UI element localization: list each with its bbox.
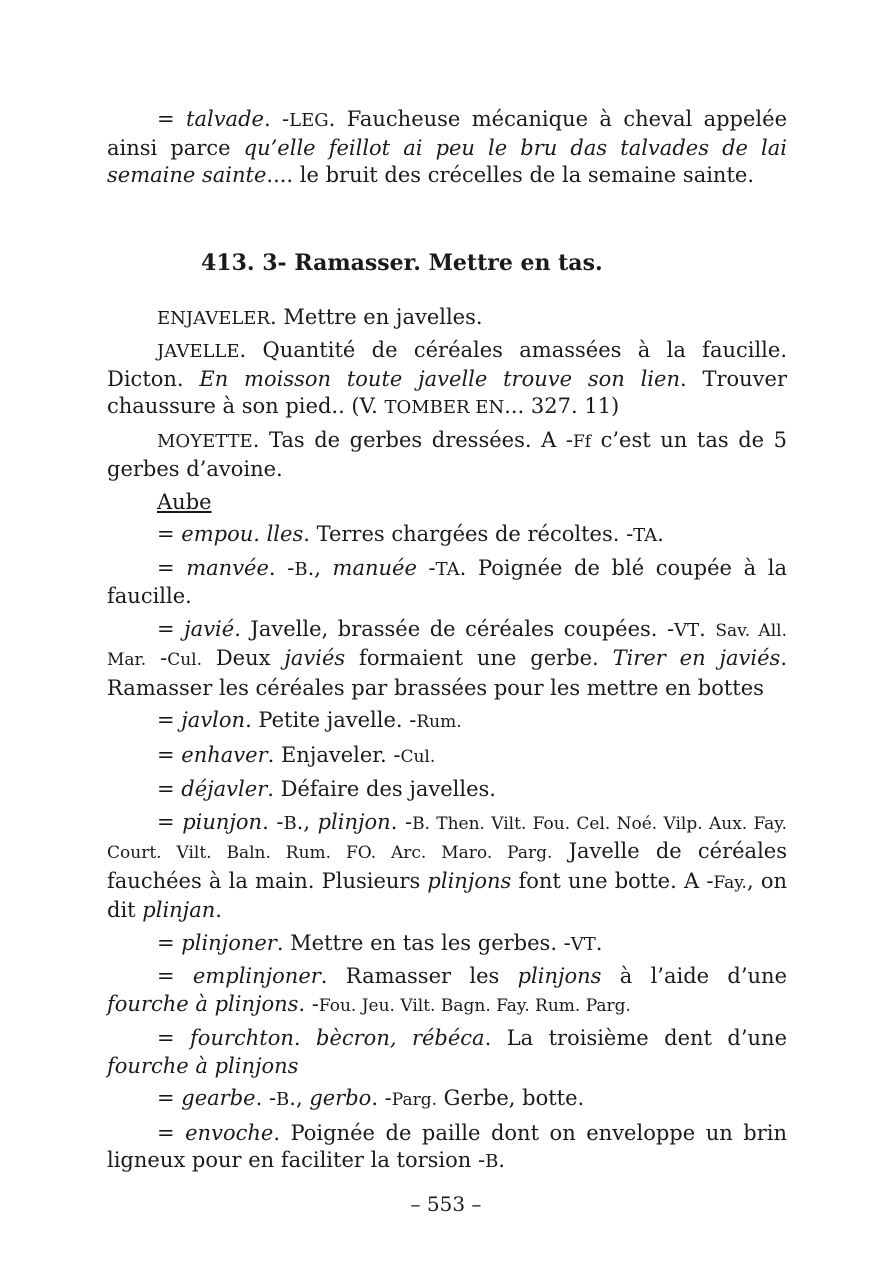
page-body bbox=[107, 106, 787, 1176]
entry-javie: = javié. Javelle, brassée de céréales coupées. -VT. Sav. All. Mar. -Cul. Deux javiés formaient une gerbe. Tirer en javiés. Ramasser les céréales par brassées pour les mettre en bottes bbox=[107, 616, 787, 700]
entry-empoulles: = empou. lles. Terres chargées de récoltes. -TA. bbox=[157, 522, 664, 546]
entry-talvade: = talvade. -LEG. Faucheuse mécanique à cheval appelée ainsi parce qu’elle feillot ai peu le bru das talvades de lai semaine sainte.... le bruit des crécelles de la semaine sainte. bbox=[107, 107, 787, 187]
page-number: – 553 – bbox=[410, 1192, 482, 1216]
section-heading: 413. 3- Ramasser. Mettre en tas. bbox=[201, 249, 603, 276]
entry-envoche: = envoche. Poignée de paille dont on enveloppe un brin ligneux pour en faciliter la torsion -B. bbox=[107, 1120, 787, 1172]
subsection-aube: Aube bbox=[157, 489, 212, 514]
entry-emplinjoner: = emplinjoner. Ramasser les plinjons à l’aide d’une fourche à plinjons. -Fou. Jeu. Vilt. Bagn. Fay. Rum. Parg. bbox=[107, 964, 787, 1016]
entry-javlon: = javlon. Petite javelle. -Rum. bbox=[157, 708, 462, 732]
entry-plinjoner: = plinjoner. Mettre en tas les gerbes. -VT. bbox=[157, 930, 603, 955]
entry-javelle: JAVELLE. Quantité de céréales amassées à la faucille. Dicton. En moisson toute javelle trouve son lien. Trouver chaussure à son pied.. (V. TOMBER EN... 327. 11) bbox=[107, 338, 787, 418]
entry-manvee: = manvée. -B., manuée -TA. Poignée de blé coupée à la faucille. bbox=[107, 555, 787, 608]
entry-enhaver: = enhaver. Enjaveler. -Cul. bbox=[157, 742, 436, 767]
entry-fourchton: = fourchton. bècron, rébéca. La troisième dent d’une fourche à plinjons bbox=[107, 1026, 788, 1078]
entry-enjaveler: ENJAVELER. Mettre en javelles. bbox=[157, 304, 483, 329]
entry-dejavler: = déjavler. Défaire des javelles. bbox=[157, 777, 496, 801]
entry-moyette: MOYETTE. Tas de gerbes dressées. A -Ff c’est un tas de 5 gerbes d’avoine. bbox=[107, 427, 788, 481]
entry-piunjon: = piunjon. -B., plinjon. -B. Then. Vilt. Fou. Cel. Noé. Vilp. Aux. Fay. Court. Vilt. Baln. Rum. FO. Arc. Maro. Parg. Javelle de céréales fauchées à la main. Plusieurs plinjons font une botte. A -Fay., on dit plinjan. bbox=[107, 809, 788, 922]
entry-gearbe: = gearbe. -B., gerbo. -Parg. Gerbe, botte. bbox=[157, 1086, 585, 1110]
